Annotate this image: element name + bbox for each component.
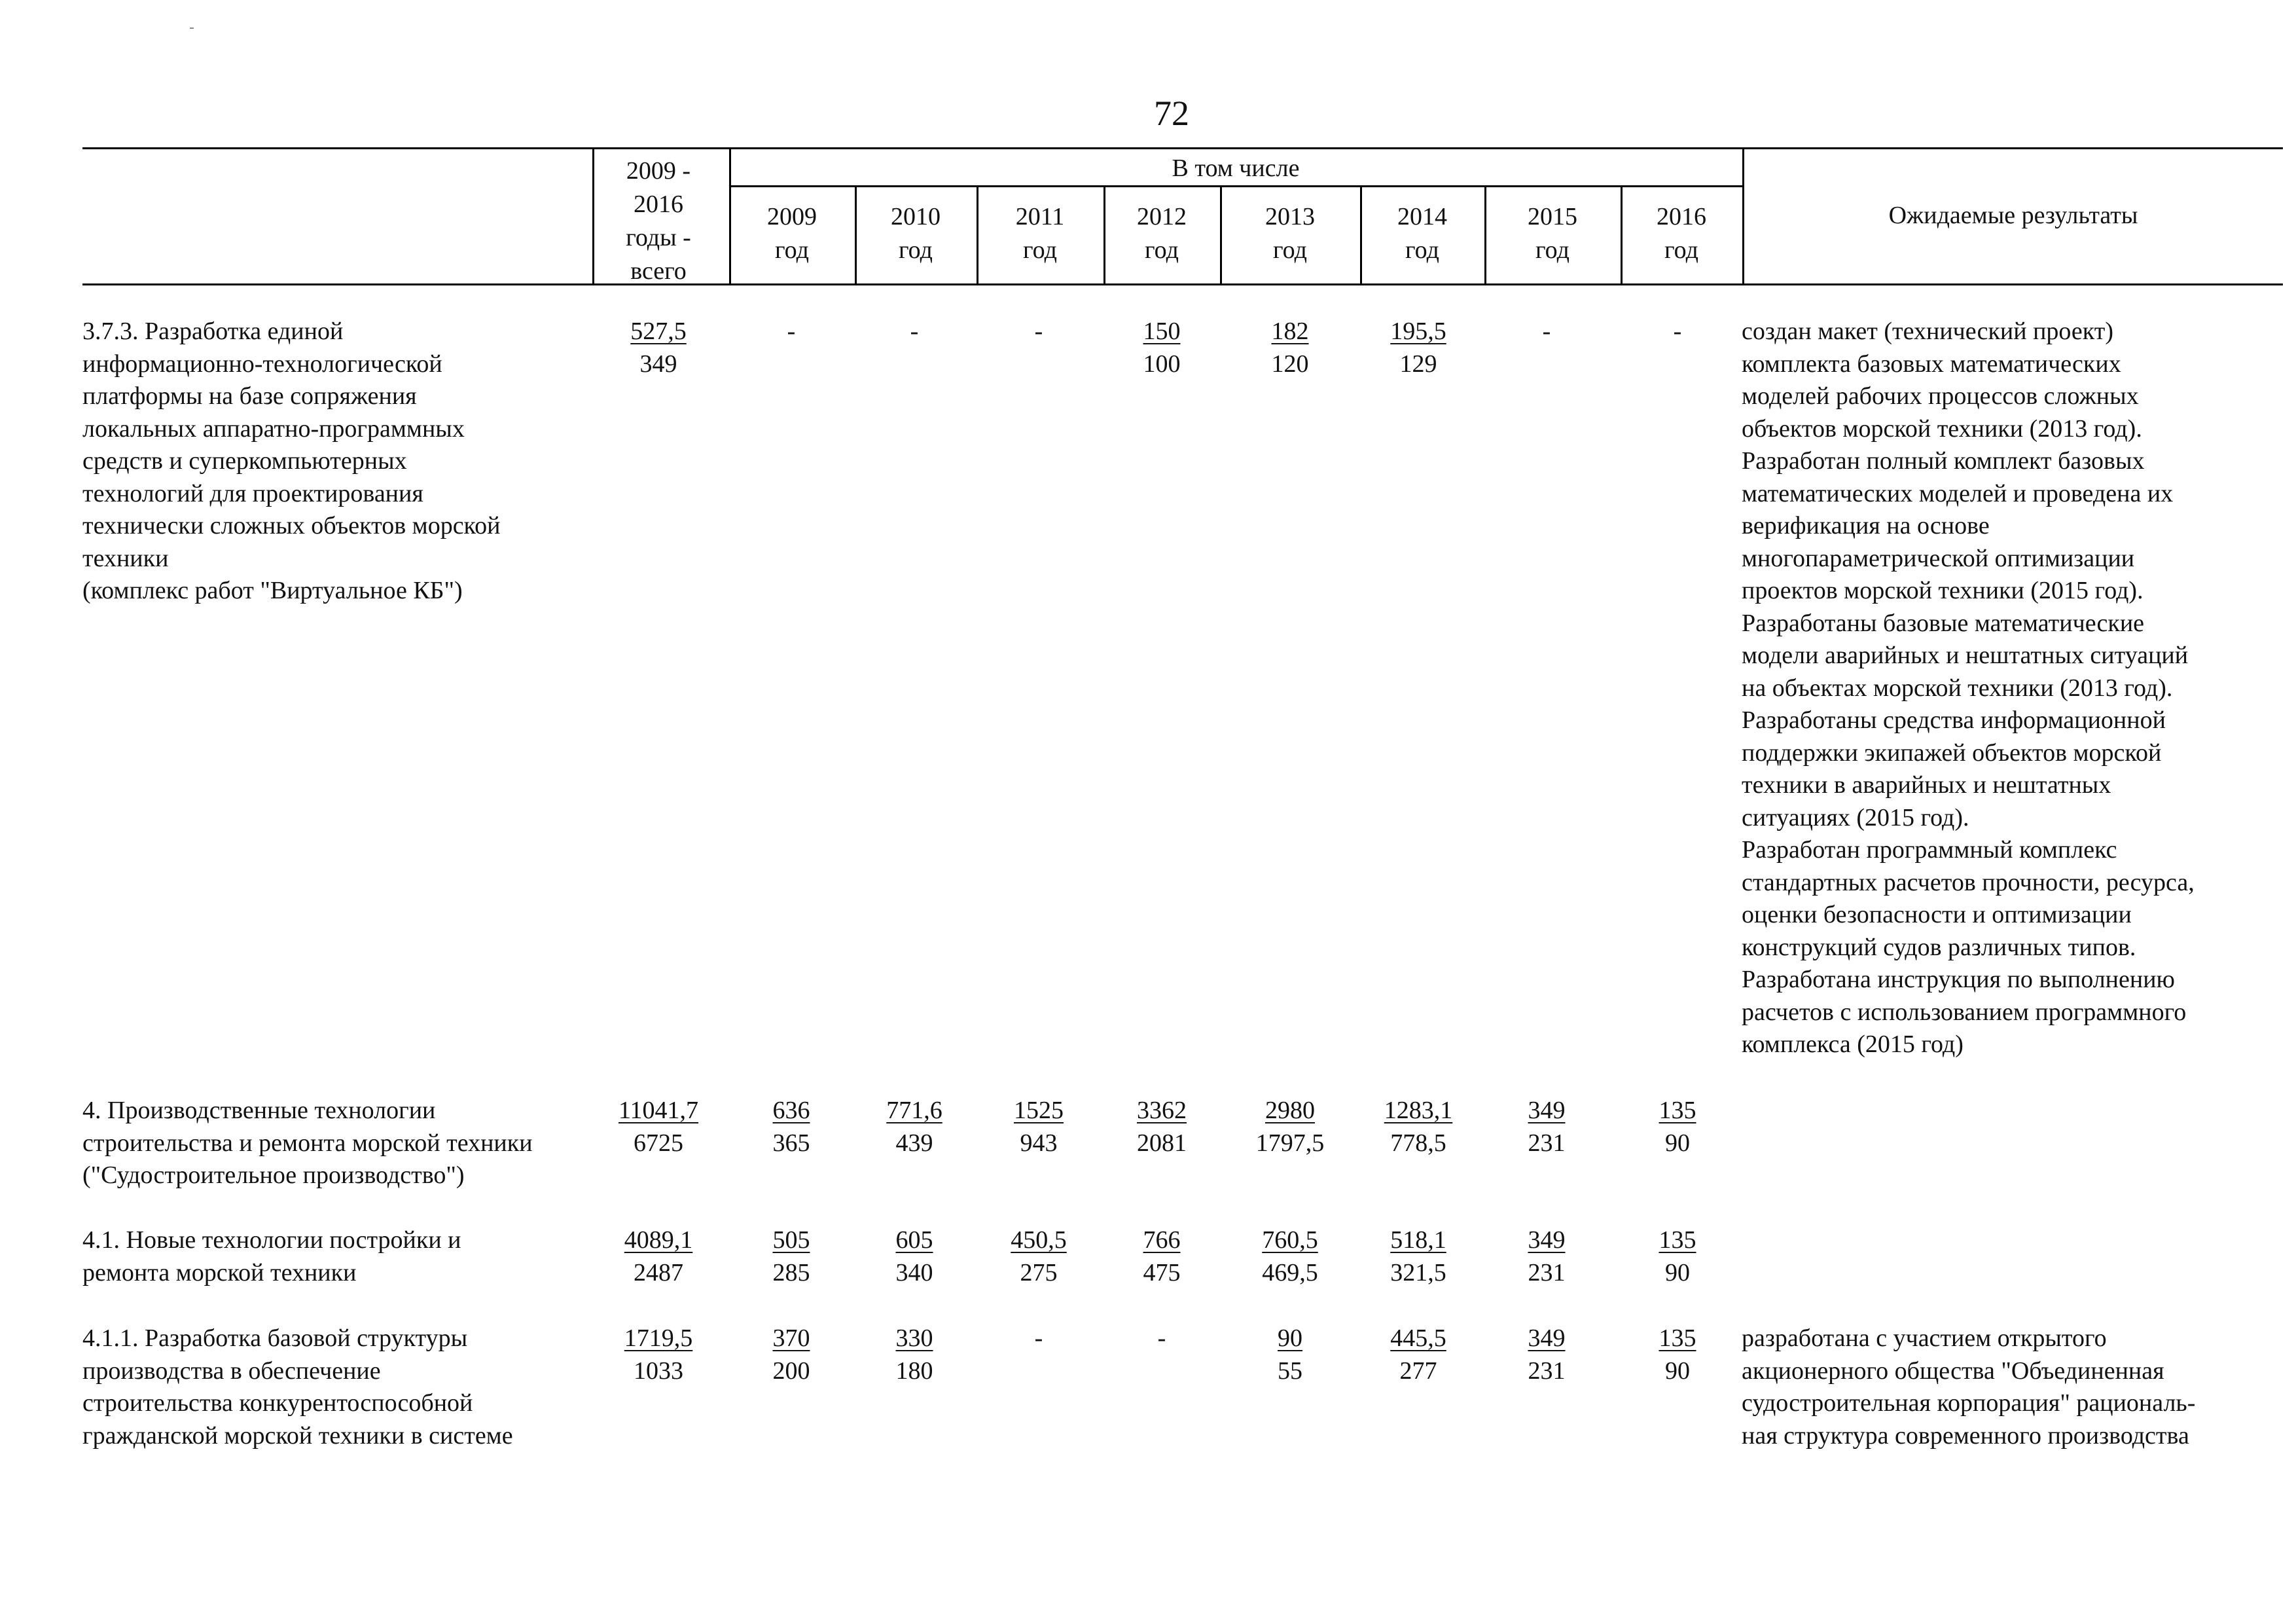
year-cell: 349 231 <box>1528 1324 1566 1385</box>
year-cell: - <box>1034 1324 1043 1352</box>
year-cell: 445,5 277 <box>1390 1324 1446 1385</box>
year-cell: 90 55 <box>1278 1324 1302 1385</box>
year-cell: 349 231 <box>1528 1097 1566 1157</box>
year-cell: - <box>910 318 919 345</box>
header-vtom: В том числе <box>1172 155 1300 182</box>
row-name: 3.7.3. Разработка единой информационно-технологической платформы на базе сопряжения локальных аппаратно-программных средств и суперкомпьютерных технологий для проектирования технически сложных объектов морской техники (комплекс работ "Виртуальное КБ") <box>82 318 501 604</box>
row-name: 4.1. Новые технологии постройки и ремонта морской техники <box>82 1226 461 1286</box>
year-cell: 505 285 <box>772 1226 810 1286</box>
year-cell: 1283,1 778,5 <box>1384 1097 1453 1157</box>
year-cell: 766 475 <box>1143 1226 1181 1286</box>
header-divider <box>592 149 594 283</box>
header-year-2016: 2016 год <box>1657 203 1706 264</box>
total-cell: 11041,7 6725 <box>618 1097 699 1157</box>
header-year-2014: 2014 год <box>1397 203 1447 264</box>
year-cell: 771,6 439 <box>886 1097 942 1157</box>
year-cell: 135 90 <box>1659 1226 1696 1286</box>
total-cell: 527,5 349 <box>630 318 687 378</box>
year-cell: 349 231 <box>1528 1226 1566 1286</box>
year-cell: 636 365 <box>772 1097 810 1157</box>
header-divider <box>1742 149 1744 283</box>
year-cell: 182 120 <box>1271 318 1309 378</box>
year-cell: - <box>1542 318 1551 345</box>
header-year-2009: 2009 год <box>767 203 817 264</box>
year-cell: - <box>1673 318 1682 345</box>
year-cell: 518,1 321,5 <box>1390 1226 1446 1286</box>
year-cell: 450,5 275 <box>1011 1226 1067 1286</box>
header-year-2015: 2015 год <box>1528 203 1577 264</box>
year-cell: 195,5 129 <box>1390 318 1446 378</box>
table-row <box>82 1095 2283 1199</box>
header-year-2010: 2010 год <box>891 203 941 264</box>
year-cell: 135 90 <box>1659 1097 1696 1157</box>
year-cell: 760,5 469,5 <box>1262 1226 1318 1286</box>
scan-mark <box>190 27 194 29</box>
row-result: разработана с участием открытого акционерного общества "Объединенная судостроительная корпорация" рациональ- ная структура современного производства <box>1742 1324 2196 1450</box>
header-year-2012: 2012 год <box>1137 203 1187 264</box>
table-row <box>82 316 2283 1068</box>
year-cell: 135 90 <box>1659 1324 1696 1385</box>
total-cell: 4089,1 2487 <box>624 1226 693 1286</box>
year-cell: 2980 1797,5 <box>1255 1097 1325 1157</box>
year-cell: 605 340 <box>895 1226 933 1286</box>
row-name: 4. Производственные технологии строительства и ремонта морской техники ("Судостроительное производство") <box>82 1097 533 1189</box>
row-name: 4.1.1. Разработка базовой структуры производства в обеспечение строительства конкурентоспособной гражданской морской техники в системе <box>82 1324 513 1450</box>
header-year-2013: 2013 год <box>1265 203 1315 264</box>
header-year-2011: 2011 год <box>1015 203 1065 264</box>
page-number: 72 <box>1154 94 1189 133</box>
year-cell: - <box>1034 318 1043 345</box>
table-header <box>82 147 2283 285</box>
total-cell: 1719,5 1033 <box>624 1324 693 1385</box>
year-cell: 150 100 <box>1143 318 1181 378</box>
row-result: создан макет (технический проект) комплекта базовых математических моделей рабочих процессов сложных объектов морской техники (2013 год). Разработан полный комплект базовых математических моделей и проведена их верификация на основе многопараметрической оптимизации проектов морской техники (2015 год). Разработаны базовые математические модели аварийных и нештатных ситуаций на объектах морской техники (2013 год). Разработаны средства информационной поддержки экипажей объектов морской техники в аварийных и нештатных ситуациях (2015 год). Разработан программный комплекс стандартных расчетов прочности, ресурса, оценки безопасности и оптимизации конструкций судов различных типов. Разработана инструкция по выполнению расчетов с использованием программного комплекса (2015 год) <box>1742 318 2195 1058</box>
year-cell: 3362 2081 <box>1137 1097 1187 1157</box>
header-subdivider <box>729 185 1742 187</box>
header-total: 2009 - 2016 годы - всего <box>626 157 691 285</box>
year-cell: - <box>1157 1324 1166 1352</box>
table-row <box>82 1224 2283 1296</box>
year-cell: 330 180 <box>895 1324 933 1385</box>
year-cell: - <box>787 318 796 345</box>
year-cell: 370 200 <box>772 1324 810 1385</box>
table-row <box>82 1322 2283 1460</box>
header-results: Ожидаемые результаты <box>1888 202 2138 229</box>
year-cell: 1525 943 <box>1014 1097 1064 1157</box>
